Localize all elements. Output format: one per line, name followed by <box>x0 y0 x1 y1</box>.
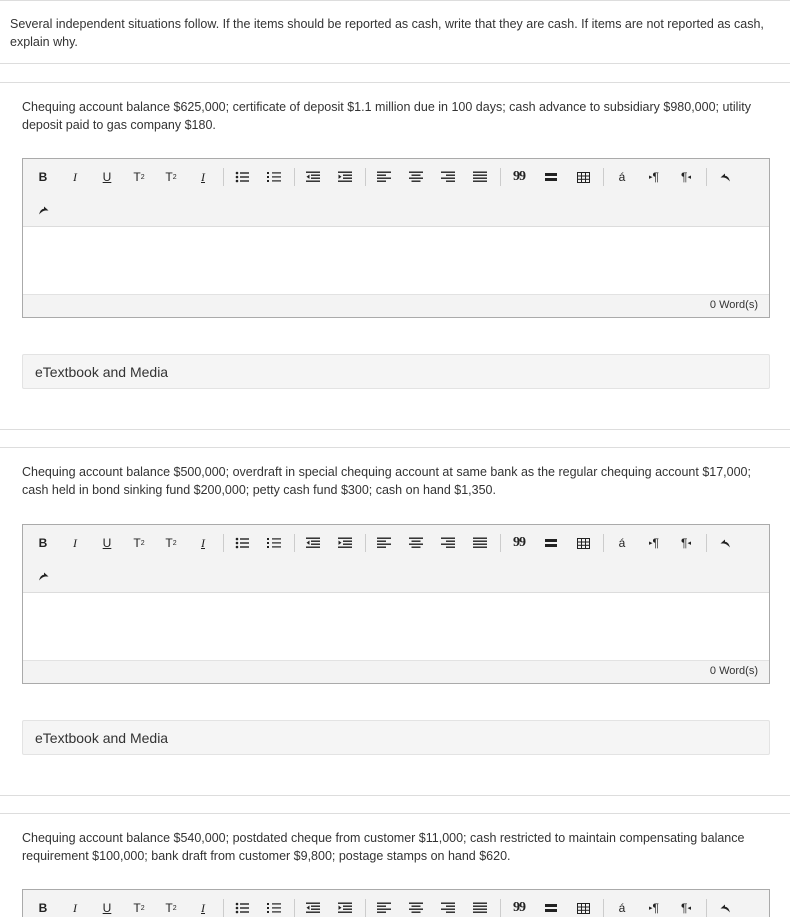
answer-editor-2 <box>22 524 770 684</box>
toolbar-separator <box>706 899 707 917</box>
etextbook-media-button[interactable]: eTextbook and Media <box>22 354 770 389</box>
bold-button[interactable]: B <box>38 170 48 184</box>
superscript-icon: T <box>165 901 173 915</box>
table-icon <box>577 172 590 183</box>
align-right-button[interactable] <box>436 532 460 554</box>
bulleted-list-button[interactable] <box>230 532 254 554</box>
divider <box>0 82 790 83</box>
word-count: 0 Word(s) <box>709 299 758 311</box>
superscript-button[interactable]: T 2 <box>165 170 177 184</box>
align-left-icon <box>377 902 391 914</box>
align-center-button[interactable] <box>404 532 428 554</box>
indent-button[interactable] <box>333 166 357 188</box>
special-character-button[interactable]: á <box>618 170 626 184</box>
outdent-button[interactable] <box>301 532 325 554</box>
horizontal-rule-icon <box>545 172 557 182</box>
toolbar-separator <box>294 899 295 917</box>
align-left-button[interactable] <box>372 532 396 554</box>
bulleted-list-button[interactable] <box>230 897 254 917</box>
toolbar-separator <box>603 899 604 917</box>
question-2-text: Chequing account balance $500,000; overdraft in special chequing account at same bank as the regular chequing account $17,000; cash held in bond sinking fund $200,000; petty cash fund $300; cash on hand $1,350. <box>22 465 751 497</box>
align-right-button[interactable] <box>436 166 460 188</box>
subscript-button[interactable]: T 2 <box>133 170 145 184</box>
align-right-icon <box>441 902 455 914</box>
answer-text-area[interactable] <box>23 227 769 295</box>
numbered-list-icon <box>267 537 281 549</box>
toolbar-separator <box>294 168 295 186</box>
align-right-button[interactable] <box>436 897 460 917</box>
align-left-icon <box>377 171 391 183</box>
word-count: 0 Word(s) <box>709 665 758 677</box>
etextbook-media-button[interactable]: eTextbook and Media <box>22 720 770 755</box>
text-direction-ltr-button[interactable]: ▸ ¶ <box>649 901 659 915</box>
toolbar-separator <box>365 168 366 186</box>
editor-toolbar <box>23 890 769 917</box>
divider <box>0 795 790 796</box>
divider <box>0 429 790 430</box>
outdent-button[interactable] <box>301 897 325 917</box>
outdent-button[interactable] <box>301 166 325 188</box>
numbered-list-button[interactable] <box>262 166 286 188</box>
superscript-button[interactable]: T 2 <box>165 536 177 550</box>
blockquote-button[interactable]: 99 <box>513 169 525 184</box>
ltr-icon: ¶ <box>652 536 659 550</box>
toolbar-separator <box>603 534 604 552</box>
horizontal-rule-button[interactable] <box>539 532 563 554</box>
editor-toolbar <box>23 525 769 593</box>
align-center-button[interactable] <box>404 897 428 917</box>
undo-button[interactable] <box>713 166 737 188</box>
indent-icon <box>338 902 352 914</box>
align-justify-icon <box>473 171 487 183</box>
undo-button[interactable] <box>713 532 737 554</box>
outdent-icon <box>306 902 320 914</box>
rtl-icon: ¶ <box>681 901 688 915</box>
align-center-icon <box>409 537 423 549</box>
redo-button[interactable] <box>31 565 55 587</box>
blockquote-button[interactable]: 99 <box>513 900 525 915</box>
align-justify-icon <box>473 902 487 914</box>
bulleted-list-icon <box>235 171 249 183</box>
bold-button[interactable]: B <box>38 536 48 550</box>
ltr-icon: ¶ <box>652 170 659 184</box>
clear-format-button[interactable]: I <box>201 900 205 915</box>
align-justify-button[interactable] <box>468 166 492 188</box>
text-direction-rtl-button[interactable]: ¶ ◂ <box>681 901 691 915</box>
toolbar-separator <box>706 534 707 552</box>
special-character-button[interactable]: á <box>618 536 626 550</box>
align-justify-icon <box>473 537 487 549</box>
rtl-icon: ¶ <box>681 536 688 550</box>
underline-button[interactable]: U <box>102 536 112 550</box>
italic-button[interactable]: I <box>73 535 77 550</box>
superscript-icon: T <box>165 536 173 550</box>
align-center-icon <box>409 902 423 914</box>
horizontal-rule-button[interactable] <box>539 166 563 188</box>
superscript-button[interactable]: T 2 <box>165 901 177 915</box>
ltr-icon: ¶ <box>652 901 659 915</box>
blockquote-button[interactable]: 99 <box>513 535 525 550</box>
toolbar-separator <box>500 168 501 186</box>
toolbar-separator <box>500 534 501 552</box>
align-justify-button[interactable] <box>468 897 492 917</box>
italic-button[interactable]: I <box>73 900 77 915</box>
clear-format-button[interactable]: I <box>201 169 205 184</box>
undo-icon <box>720 539 731 548</box>
numbered-list-icon <box>267 902 281 914</box>
toolbar-separator <box>603 168 604 186</box>
toolbar-separator <box>500 899 501 917</box>
subscript-button[interactable]: T 2 <box>133 536 145 550</box>
answer-text-area[interactable] <box>23 593 769 661</box>
table-icon <box>577 903 590 914</box>
align-left-icon <box>377 537 391 549</box>
subscript-button[interactable]: T 2 <box>133 901 145 915</box>
redo-icon <box>38 206 49 215</box>
subscript-icon: T <box>133 536 141 550</box>
undo-icon <box>720 173 731 182</box>
undo-button[interactable] <box>713 897 737 917</box>
editor-status-bar <box>23 295 769 317</box>
insert-table-button[interactable] <box>571 897 595 917</box>
toolbar-separator <box>365 534 366 552</box>
underline-button[interactable]: U <box>102 901 112 915</box>
align-left-button[interactable] <box>372 897 396 917</box>
toolbar-separator <box>223 899 224 917</box>
italic-button[interactable]: I <box>73 169 77 184</box>
text-direction-ltr-button[interactable]: ▸ ¶ <box>649 170 659 184</box>
align-right-icon <box>441 537 455 549</box>
question-1-text: Chequing account balance $625,000; certificate of deposit $1.1 million due in 100 days; cash advance to subsidiary $980,000; utility deposit paid to gas company $180. <box>22 100 751 132</box>
align-justify-button[interactable] <box>468 532 492 554</box>
indent-button[interactable] <box>333 532 357 554</box>
editor-status-bar <box>23 661 769 683</box>
undo-icon <box>720 904 731 913</box>
align-right-icon <box>441 171 455 183</box>
indent-button[interactable] <box>333 897 357 917</box>
toolbar-separator <box>365 899 366 917</box>
numbered-list-icon <box>267 171 281 183</box>
rtl-icon: ¶ <box>681 170 688 184</box>
editor-toolbar <box>23 159 769 227</box>
toolbar-separator <box>223 168 224 186</box>
bold-button[interactable]: B <box>38 901 48 915</box>
instructions: Several independent situations follow. If the items should be reported as cash, write that they are cash. If items are not reported as cash, explain why. <box>0 0 790 64</box>
clear-format-button[interactable]: I <box>201 535 205 550</box>
text-direction-rtl-button[interactable]: ¶ ◂ <box>681 536 691 550</box>
horizontal-rule-icon <box>545 538 557 548</box>
answer-editor-3 <box>22 889 770 917</box>
redo-button[interactable] <box>31 199 55 221</box>
answer-editor-1 <box>22 158 770 318</box>
bulleted-list-button[interactable] <box>230 166 254 188</box>
subscript-icon: T <box>133 901 141 915</box>
redo-icon <box>38 572 49 581</box>
special-character-button[interactable]: á <box>618 901 626 915</box>
table-icon <box>577 538 590 549</box>
insert-table-button[interactable] <box>571 166 595 188</box>
divider <box>0 447 790 448</box>
insert-table-button[interactable] <box>571 532 595 554</box>
toolbar-separator <box>706 168 707 186</box>
horizontal-rule-button[interactable] <box>539 897 563 917</box>
divider <box>0 813 790 814</box>
bulleted-list-icon <box>235 537 249 549</box>
underline-button[interactable]: U <box>102 170 112 184</box>
numbered-list-button[interactable] <box>262 897 286 917</box>
indent-icon <box>338 171 352 183</box>
toolbar-separator <box>223 534 224 552</box>
numbered-list-button[interactable] <box>262 532 286 554</box>
superscript-icon: T <box>165 170 173 184</box>
text-direction-ltr-button[interactable]: ▸ ¶ <box>649 536 659 550</box>
align-left-button[interactable] <box>372 166 396 188</box>
toolbar-separator <box>294 534 295 552</box>
outdent-icon <box>306 171 320 183</box>
question-3-text: Chequing account balance $540,000; postdated cheque from customer $11,000; cash restricted to maintain compensating balance requirement $100,000; bank draft from customer $9,800; postage stamps on hand $620. <box>22 831 745 863</box>
align-center-icon <box>409 171 423 183</box>
bulleted-list-icon <box>235 902 249 914</box>
subscript-icon: T <box>133 170 141 184</box>
horizontal-rule-icon <box>545 903 557 913</box>
align-center-button[interactable] <box>404 166 428 188</box>
indent-icon <box>338 537 352 549</box>
outdent-icon <box>306 537 320 549</box>
text-direction-rtl-button[interactable]: ¶ ◂ <box>681 170 691 184</box>
